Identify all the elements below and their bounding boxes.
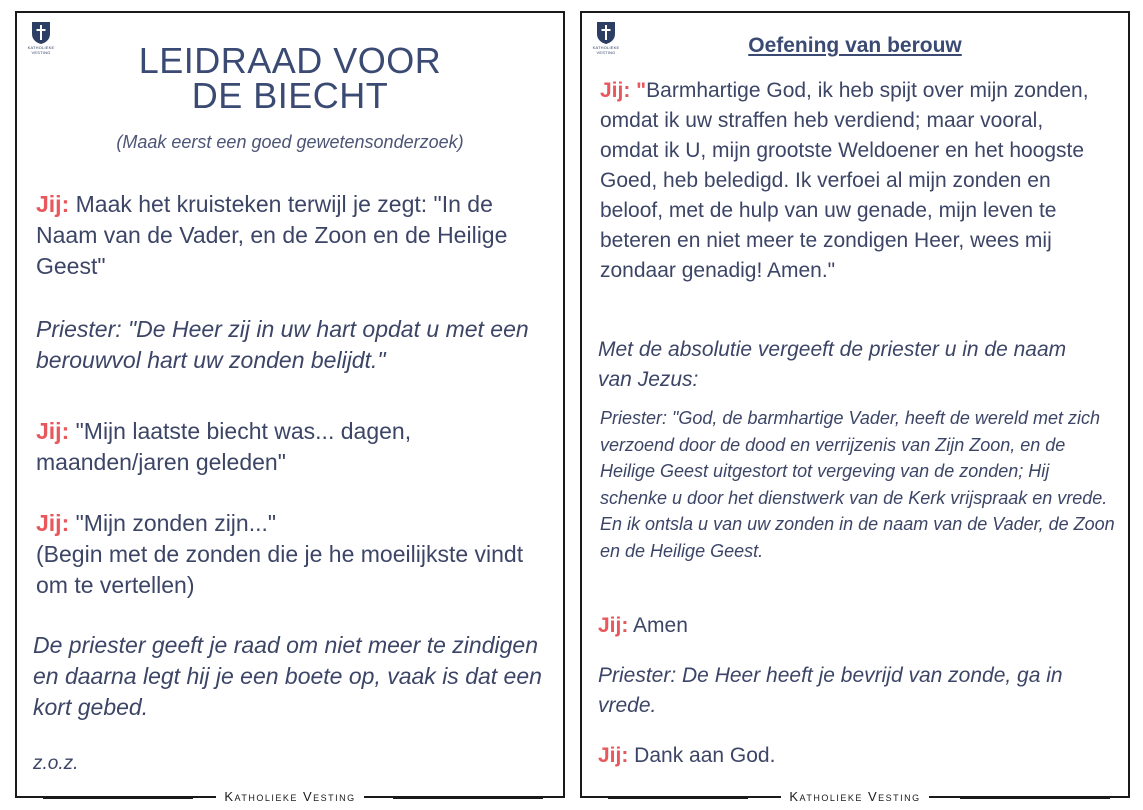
footer <box>582 787 1128 807</box>
speaker-label: Jij: <box>36 510 70 536</box>
step-sins: Jij: "Mijn zonden zijn..." (Begin met de zonden die je he moeilijkste vindt om te vertellen) <box>36 510 524 598</box>
speaker-label: Jij: <box>600 79 631 102</box>
footer <box>17 787 563 807</box>
speaker-label: Jij: <box>36 191 70 217</box>
act-of-contrition: Jij: "Barmhartige God, ik heb spijt over mijn zonden, omdat ik uw straffen heb verdiend; maar vooral, omdat ik U, mijn grootste Weldoener en het hoogste Goed, heb beledigd. Ik verfoei al mijn zonden en beloof, met de hulp van uw genade, mijn leven te beteren en niet meer te zondigen Heer, wees mij zondaar genadig! Amen." <box>600 79 1089 282</box>
sins-note: (Begin met de zonden die je he moeilijkste vindt om te vertellen) <box>36 541 524 598</box>
footer-text: Katholieke Vesting <box>781 789 928 804</box>
step-last-confession: Jij: "Mijn laatste biecht was... dagen, maanden/jaren geleden" <box>36 418 412 475</box>
page-title: Oefening van berouw <box>748 34 962 57</box>
priest-dismissal: Priester: De Heer heeft je bevrijd van zonde, ga in vrede. <box>598 664 1063 717</box>
response-thanks: Jij: Dank aan God. <box>598 744 776 767</box>
turn-over-note: z.o.z. <box>33 753 79 774</box>
left-card <box>15 11 565 804</box>
logo-text: KATHOLIEKE VESTING <box>27 45 55 55</box>
speaker-label: Jij: <box>598 744 629 767</box>
response-amen: Jij: Amen <box>598 614 688 637</box>
priest-advice: De priester geeft je raad om niet meer te zindigen en daarna legt hij je een boete op, vaak is dat een kort gebed. <box>33 632 542 720</box>
footer-text: Katholieke Vesting <box>216 789 363 804</box>
logo-text: KATHOLIEKE VESTING <box>592 45 620 55</box>
speaker-label: Jij: <box>36 418 70 444</box>
page-title: LEIDRAAD VOOR DE BIECHT <box>138 40 442 116</box>
step-sign-of-cross: Jij: Maak het kruisteken terwijl je zegt: "In de Naam van de Vader, en de Zoon en de Heilige Geest" <box>36 191 508 279</box>
right-card <box>580 11 1130 804</box>
absolution-intro: Met de absolutie vergeeft de priester u in de naam van Jezus: <box>598 338 1067 391</box>
priest-greeting: Priester: "De Heer zij in uw hart opdat u met een berouwvol hart uw zonden belijdt." <box>36 316 529 373</box>
speaker-label: Jij: <box>598 614 629 637</box>
priest-absolution: Priester: "God, de barmhartige Vader, heeft de wereld met zich verzoend door de dood en verrijzenis van Zijn Zoon, en de Heilige Geest uitgestort tot vergeving van de zonden; Hij schenke u door het dienstwerk van de Kerk vrijspraak en vrede. En ik ontsla u van uw zonden in de naam van de Vader, de Zoon en de Heilige Geest. <box>600 408 1115 561</box>
shield-cross-icon <box>31 21 51 45</box>
subtitle: (Maak eerst een goed gewetensonderzoek) <box>116 132 464 152</box>
